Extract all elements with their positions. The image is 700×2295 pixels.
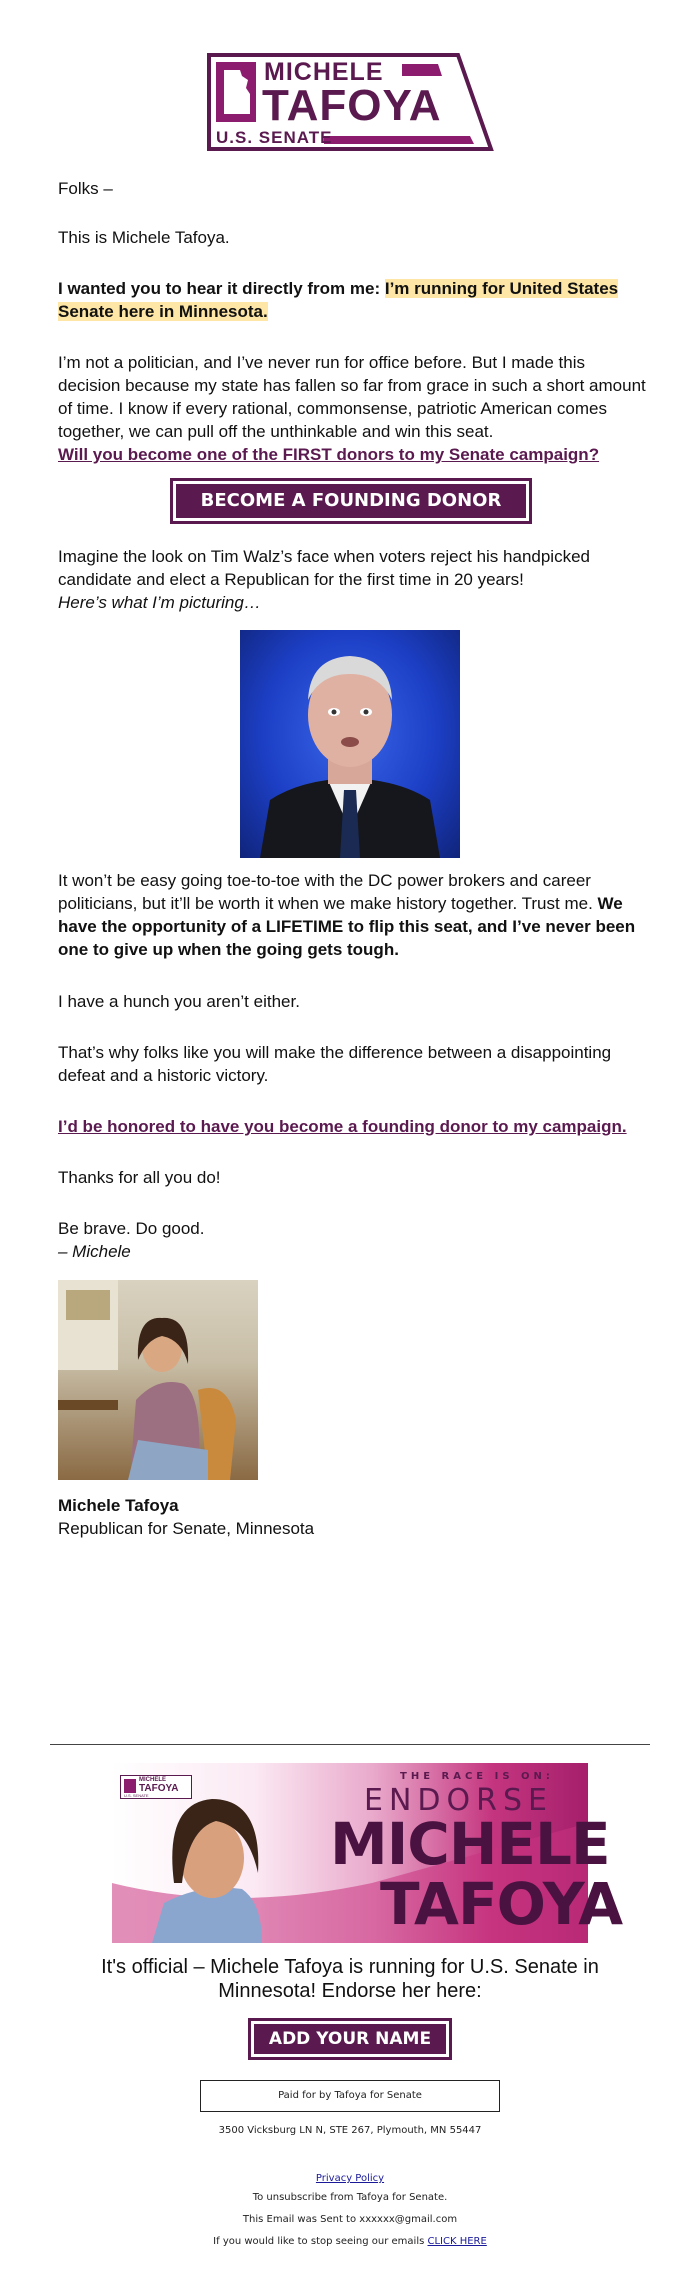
thanks-text: Thanks for all you do!: [58, 1168, 221, 1187]
stop-emails-line: [100, 2236, 600, 2247]
closing-text: Be brave. Do good.: [58, 1219, 205, 1238]
banner-badge-office: U.S. SENATE: [124, 1793, 149, 1798]
honored-donor-link[interactable]: I’d be honored to have you become a founding donor to my campaign.: [58, 1117, 627, 1136]
footer-divider: [50, 1744, 650, 1745]
privacy-policy-link[interactable]: Privacy Policy: [315, 2173, 385, 2184]
logo-last-name: TAFOYA: [262, 81, 442, 130]
signature-name: Michele Tafoya: [58, 1496, 179, 1515]
stop-emails-text: If you would like to stop seeing our emails: [213, 2236, 428, 2247]
unsubscribe-text: To unsubscribe from Tafoya for Senate.: [252, 2192, 448, 2203]
paragraph-difference: That’s why folks like you will make the difference between a disappointing defeat and a historic victory.: [58, 1043, 612, 1085]
sent-to-text: This Email was Sent to xxxxxx@gmail.com: [242, 2214, 458, 2225]
logo-first-name: MICHELE: [264, 58, 384, 86]
click-here-unsubscribe-link[interactable]: CLICK HERE: [427, 2236, 487, 2247]
banner-kicker: THE RACE IS ON:: [400, 1771, 554, 1782]
banner-name-last: TAFOYA: [380, 1870, 623, 1938]
paragraph-hunch: I have a hunch you aren’t either.: [58, 992, 300, 1011]
campaign-logo: [206, 52, 494, 152]
founding-donor-link[interactable]: Will you become one of the FIRST donors to my Senate campaign?: [58, 445, 600, 464]
endorse-banner[interactable]: [112, 1763, 623, 1943]
founding-donor-button-label: BECOME A FOUNDING DONOR: [176, 484, 526, 518]
signature-title: Republican for Senate, Minnesota: [58, 1519, 315, 1538]
paragraph-why-running: I’m not a politician, and I’ve never run for office before. But I made this decision because my state has fallen so far from grace in such a short amount of time. I know if every rational, commonsense, patriotic American comes together, we can pull off the unthinkable and win this seat.: [58, 353, 646, 441]
banner-logo-badge: [120, 1775, 192, 1799]
logo-office: U.S. SENATE: [216, 128, 333, 147]
banner-badge-last: TAFOYA: [139, 1783, 179, 1794]
man-portrait-icon: [240, 630, 460, 858]
walz-photo: [240, 630, 460, 858]
woman-portrait-icon: [58, 1280, 258, 1480]
add-your-name-button-label: ADD YOUR NAME: [254, 2024, 446, 2054]
banner-endorse: ENDORSE: [364, 1783, 553, 1818]
announcement-lead: I wanted you to hear it directly from me:: [58, 279, 385, 298]
paid-for-box: [200, 2080, 500, 2112]
mailing-address: 3500 Vicksburg LN N, STE 267, Plymouth, MN 55447: [218, 2125, 482, 2136]
paragraph-walz: Imagine the look on Tim Walz’s face when voters reject his handpicked candidate and elect a Republican for the first time in 20 years!: [58, 547, 590, 589]
greeting: Folks –: [58, 179, 113, 198]
paragraph-picturing: Here’s what I’m picturing…: [58, 593, 261, 612]
paragraph-dc-brokers-bold: We have the opportunity of a LIFETIME to flip this seat, and I’ve never been one to give up when the going gets tough.: [58, 894, 636, 959]
banner-name-first: MICHELE: [330, 1810, 610, 1878]
official-announcement: It's official – Michele Tafoya is running for U.S. Senate in Minnesota! Endorse her here:: [101, 1956, 599, 2002]
paid-for-text: Paid for by Tafoya for Senate: [278, 2090, 422, 2101]
paragraph-dc-brokers: [58, 869, 648, 961]
banner-badge-first: MICHELE: [139, 1777, 166, 1783]
signature-text: – Michele: [58, 1242, 131, 1261]
add-your-name-button[interactable]: [248, 2018, 452, 2060]
tafoya-photo: [58, 1280, 258, 1480]
announcement: [58, 277, 648, 323]
intro-text: This is Michele Tafoya.: [58, 228, 230, 247]
founding-donor-button[interactable]: [170, 478, 532, 524]
announcement-highlight: I’m running for United States Senate here in Minnesota.: [58, 279, 619, 321]
paragraph-dc-brokers-lead: It won’t be easy going toe-to-toe with the DC power brokers and career politicians, but it’ll be worth it when we make history together. Trust me.: [58, 871, 598, 913]
